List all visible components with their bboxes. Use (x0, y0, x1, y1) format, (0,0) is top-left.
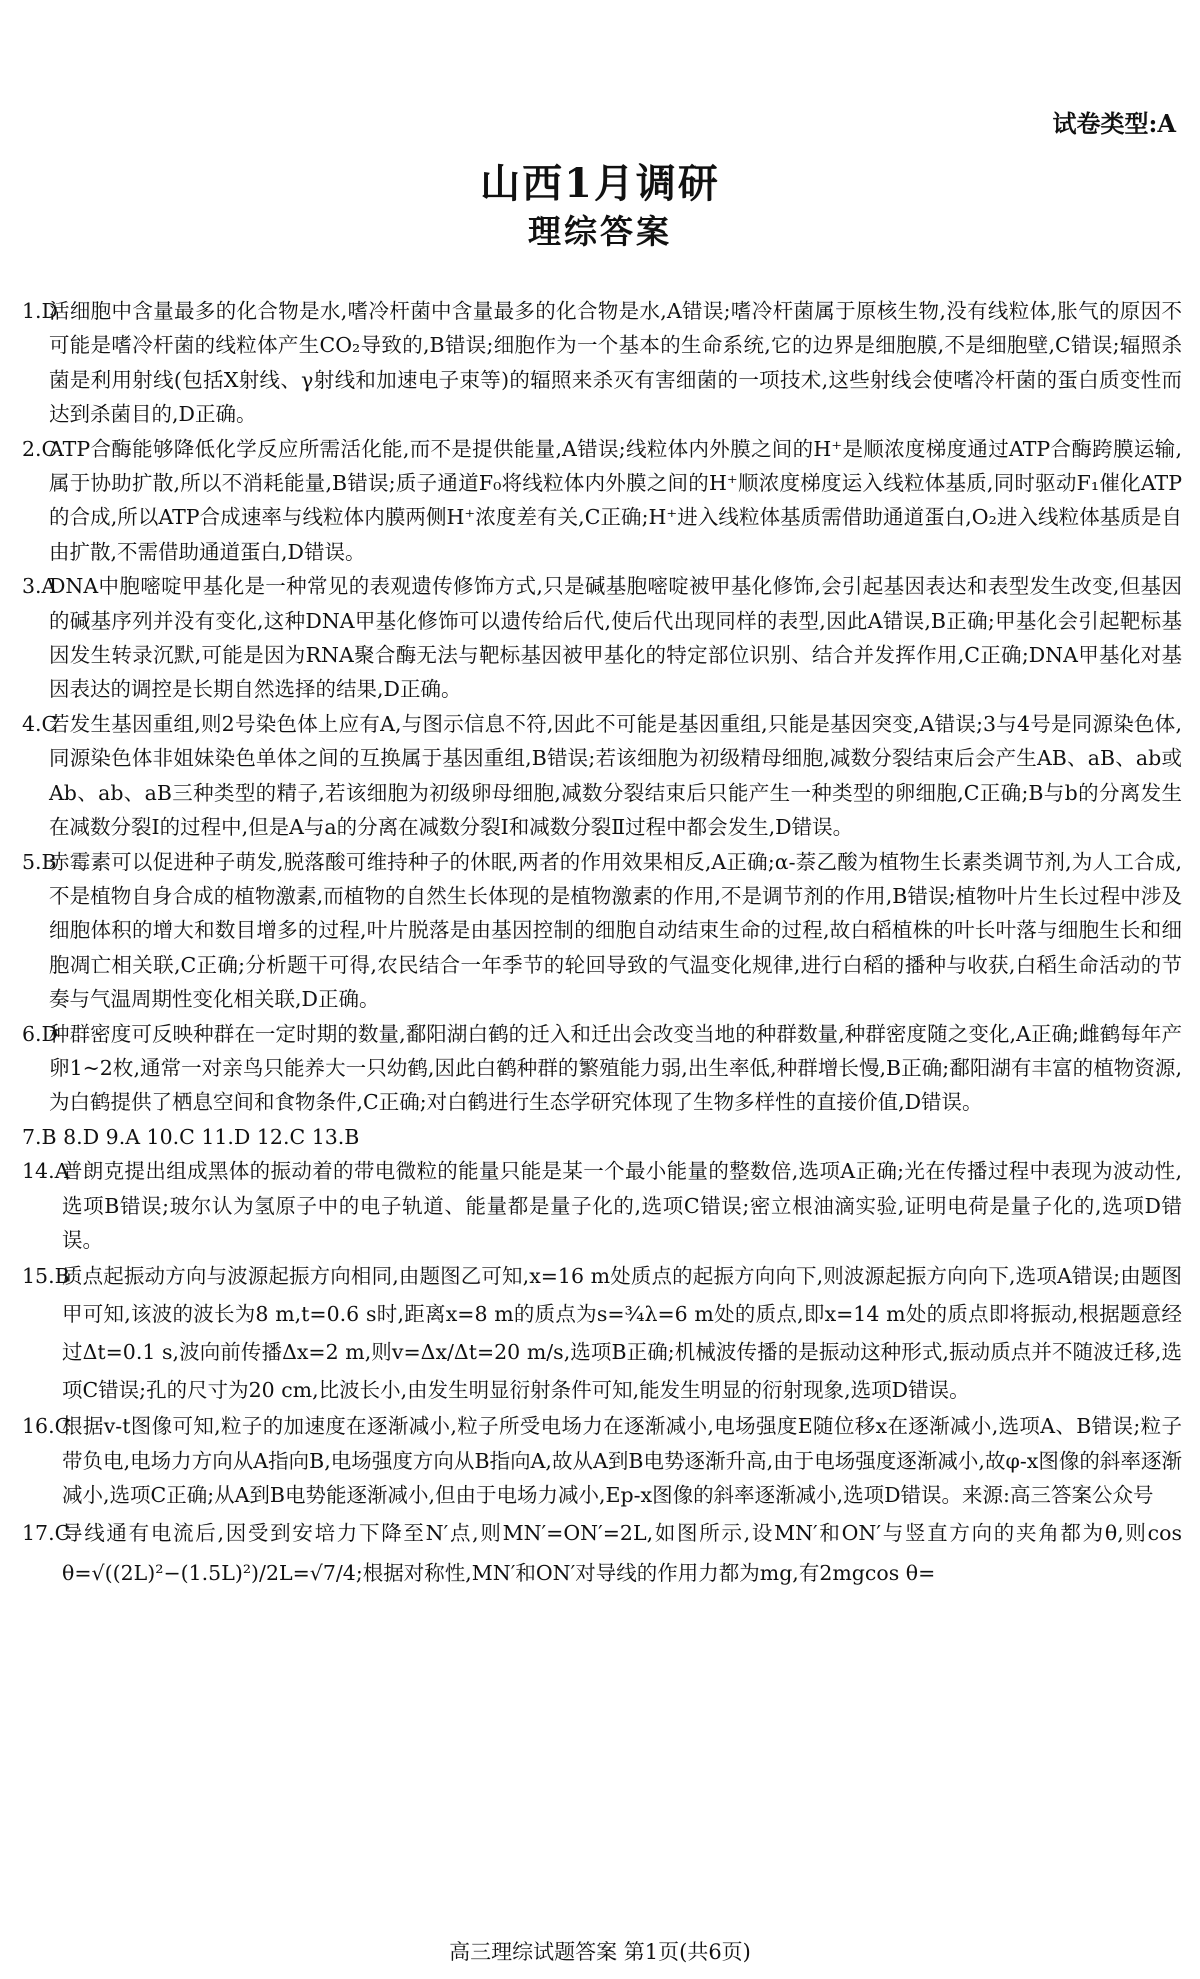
answer-text: 种群密度可反映种群在一定时期的数量,鄱阳湖白鹤的迁入和迁出会改变当地的种群数量,种群密度随之变化,A正确;雌鹤每年产卵1~2枚,通常一对亲鸟只能养大一只幼鹤,因此白鹤种群的繁殖能力弱,出生率低,种群增长慢,B正确;鄱阳湖有丰富的植物资源,为白鹤提供了栖息空间和食物条件,C正确;对白鹤进行生态学研究体现了生物多样性的直接价值,D错误。 (49, 1021, 1182, 1115)
page-subtitle: 理综答案 (528, 212, 672, 251)
answer-text: 普朗克提出组成黑体的振动着的带电微粒的能量只能是某一个最小能量的整数倍,选项A正确;光在传播过程中表现为波动性,选项B错误;玻尔认为氢原子中的电子轨道、能量都是量子化的,选项C错误;密立根油滴实验,证明电荷是量子化的,选项D错误。 (62, 1159, 1182, 1252)
answer-number: 15.B (22, 1264, 70, 1289)
answer-text: 导线通有电流后,因受到安培力下降至N′点,则MN′=ON′=2L,如图所示,设MN′和ON′与竖直方向的夹角都为θ,则cos θ=√((2L)²−(1.5L)²)/2L=√7/4;根据对称性,MN′和ON′对导线的作用力都为mg,有2mgcos θ= (62, 1520, 1182, 1585)
answer-item-3 (22, 569, 1182, 707)
answer-text: 质点起振动方向与波源起振方向相同,由题图乙可知,x=16 m处质点的起振方向向下,则波源起振方向向下,选项A错误;由题图甲可知,该波的波长为8 m,t=0.6 s时,距离x=8 m的质点为s=¾λ=6 m处的质点,即x=14 m处的质点即将振动,根据题意经过Δt=0.1 s,波向前传播Δx=2 m,则v=Δx/Δt=20 m/s,选项B正确;机械波传播的是振动这种形式,振动质点并不随波迁移,选项C错误;孔的尺寸为20 cm,比波长小,由发生明显衍射条件可知,能发生明显的衍射现象,选项D错误。 (62, 1264, 1182, 1403)
paper-type-label: 试卷类型:A (1052, 109, 1176, 138)
answer-number: 1.D (22, 299, 58, 323)
answer-item-4 (22, 707, 1182, 845)
answer-item-16 (22, 1409, 1182, 1512)
answer-item-15 (22, 1257, 1182, 1409)
answer-item-1 (22, 294, 1182, 432)
answer-text: 活细胞中含量最多的化合物是水,嗜冷杆菌中含量最多的化合物是水,A错误;嗜冷杆菌属于原核生物,没有线粒体,胀气的原因不可能是嗜冷杆菌的线粒体产生CO₂导致的,B错误;细胞作为一个基本的生命系统,它的边界是细胞膜,不是细胞壁,C错误;辐照杀菌是利用射线(包括X射线、γ射线和加速电子束等)的辐照来杀灭有害细菌的一项技术,这些射线会使嗜冷杆菌的蛋白质变性而达到杀菌目的,D正确。 (49, 299, 1182, 427)
answer-item-14 (22, 1154, 1182, 1257)
answer-text: 根据v-t图像可知,粒子的加速度在逐渐减小,粒子所受电场力在逐渐减小,电场强度E随位移x在逐渐减小,选项A、B错误;粒子带负电,电场力方向从A指向B,电场强度方向从B指向A,故从A到B电势逐渐升高,由于电场强度逐渐减小,故φ-x图像的斜率逐渐减小,选项C正确;从A到B电势能逐渐减小,但由于电场力减小,Ep-x图像的斜率逐渐减小,选项D错误。来源:高三答案公众号 (62, 1414, 1182, 1508)
answer-number: 5.B (22, 849, 57, 874)
answer-item-2 (22, 432, 1182, 570)
answer-number: 6.D (22, 1021, 58, 1046)
answer-text: 赤霉素可以促进种子萌发,脱落酸可维持种子的休眠,两者的作用效果相反,A正确;α-萘乙酸为植物生长素类调节剂,为人工合成,不是植物自身合成的植物激素,而植物的自然生长体现的是植物激素的作用,不是调节剂的作用,B错误;植物叶片生长过程中涉及细胞体积的增大和数目增多的过程,叶片脱落是由基因控制的细胞自动结束生命的过程,故白稻植株的叶长叶落与细胞生长和细胞凋亡相关联,C正确;分析题干可得,农民结合一年季节的轮回导致的气温变化规律,进行白稻的播种与收获,白稻生命活动的节奏与气温周期性变化相关联,D正确。 (49, 849, 1182, 1012)
answer-number: 17.C (22, 1520, 71, 1545)
answer-number: 4.C (22, 711, 58, 736)
answer-item-5 (22, 845, 1182, 1017)
answer-text: DNA中胞嘧啶甲基化是一种常见的表观遗传修饰方式,只是碱基胞嘧啶被甲基化修饰,会引起基因表达和表型发生改变,但基因的碱基序列并没有变化,这种DNA甲基化修饰可以遗传给后代,使后代出现同样的表型,因此A错误,B正确;甲基化会引起靶标基因发生转录沉默,可能是因为RNA聚合酶无法与靶标基因被甲基化的特定部位识别、结合并发挥作用,C正确;DNA甲基化对基因表达的调控是长期自然选择的结果,D正确。 (49, 574, 1182, 702)
answer-number: 3.A (22, 574, 57, 599)
answer-text: 7.B 8.D 9.A 10.C 11.D 12.C 13.B (22, 1124, 360, 1149)
page-title: 山西1月调研 (480, 160, 720, 207)
answer-item-17 (22, 1513, 1182, 1593)
answer-item-7-13 (22, 1120, 1182, 1154)
answer-text: 若发生基因重组,则2号染色体上应有A,与图示信息不符,因此不可能是基因重组,只能是基因突变,A错误;3与4号是同源染色体,同源染色体非姐妹染色单体之间的互换属于基因重组,B错误;若该细胞为初级精母细胞,减数分裂结束后会产生AB、aB、ab或Ab、ab、aB三种类型的精子,若该细胞为初级卵母细胞,减数分裂结束后只能产生一种类型的卵细胞,C正确;B与b的分离发生在减数分裂Ⅰ的过程中,但是A与a的分离在减数分裂Ⅰ和减数分裂Ⅱ过程中都会发生,D错误。 (49, 711, 1182, 840)
answer-number: 14.A (22, 1159, 70, 1184)
answer-item-6 (22, 1017, 1182, 1120)
page-footer: 高三理综试题答案 第1页(共6页) (449, 1940, 751, 1964)
answer-text: ATP合酶能够降低化学反应所需活化能,而不是提供能量,A错误;线粒体内外膜之间的H⁺是顺浓度梯度通过ATP合酶跨膜运输,属于协助扩散,所以不消耗能量,B错误;质子通道F₀将线粒体内外膜之间的H⁺顺浓度梯度运入线粒体基质,同时驱动F₁催化ATP的合成,所以ATP合成速率与线粒体内膜两侧H⁺浓度差有关,C正确;H⁺进入线粒体基质需借助通道蛋白,O₂进入线粒体基质是自由扩散,不需借助通道蛋白,D错误。 (49, 436, 1182, 564)
answer-list (22, 294, 1182, 1593)
answer-number: 2.C (22, 436, 58, 461)
answer-number: 16.C (22, 1414, 71, 1439)
